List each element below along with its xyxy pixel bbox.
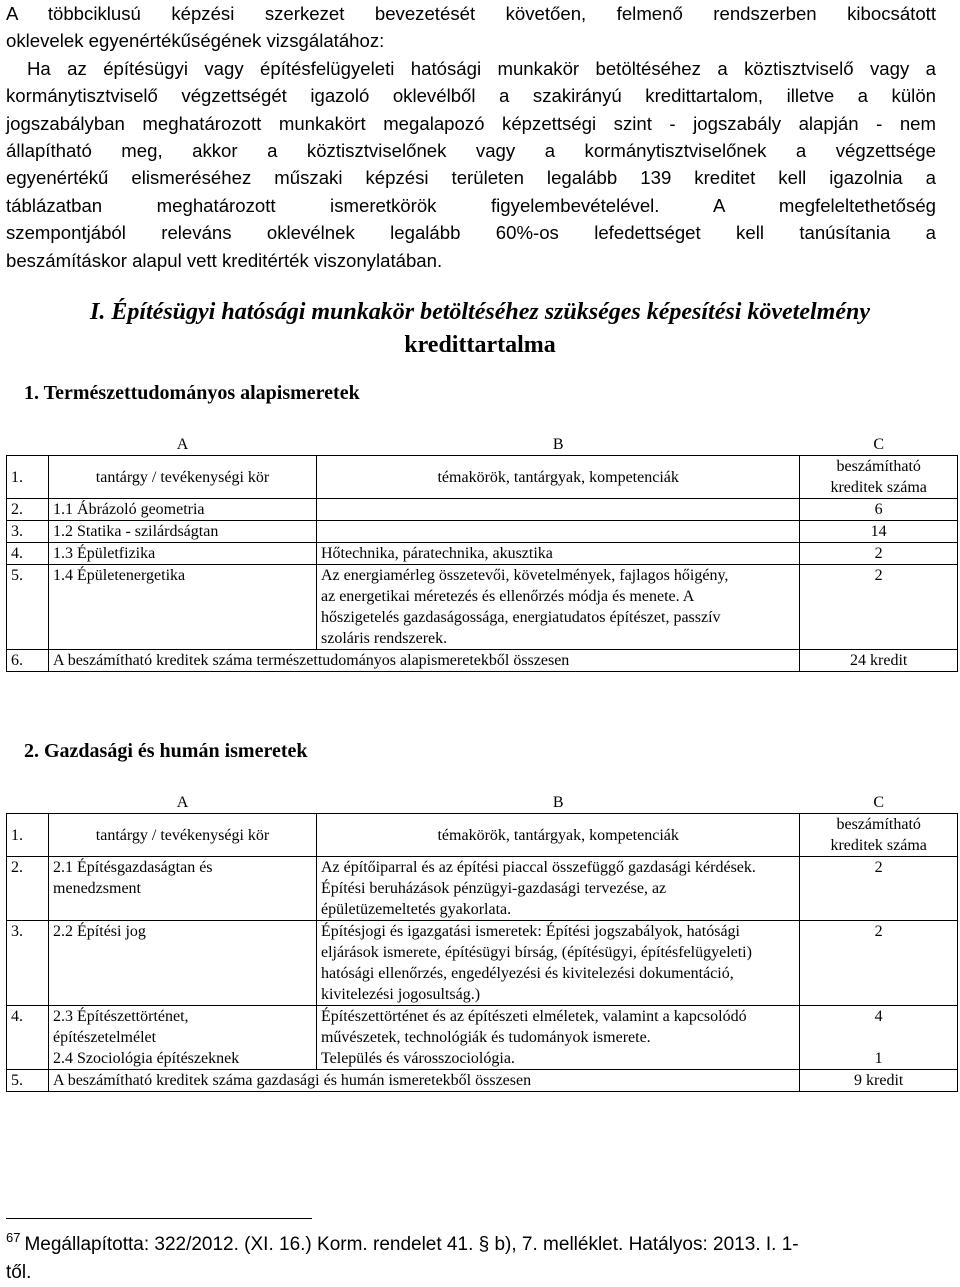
topics-cell: Az energiamérleg összetevői, követelmények, fajlagos hőigény, az energetikai méretezés és ellenőrzés módja és menete. A hőszigetelés gazdaságossága, energiatudatos építészet, passzív szoláris rendszerek. xyxy=(316,565,799,650)
intro-line: szempontjából releváns oklevélnek legalább 60%-os lefedettséget kell tanúsítania a xyxy=(6,222,936,244)
row-number: 1. xyxy=(7,456,49,499)
credits-cell xyxy=(800,1006,958,1070)
table-total-row xyxy=(7,1070,958,1092)
intro-line: állapítható meg, akkor a köztisztviselőnek vagy a kormánytisztviselőnek a végzettsége xyxy=(6,140,936,162)
table-economic-humanities xyxy=(6,792,958,1092)
footnote-text: Megállapította: 322/2012. (XI. 16.) Korm. rendelet 41. § b), 7. melléklet. Hatályos: 2013. I. 1- xyxy=(24,1234,799,1255)
row-number: 3. xyxy=(7,521,49,543)
topics-cell: Építésjogi és igazgatási ismeretek: Építési jogszabályok, hatósági eljárások ismerete, építésügyi bírság, (építésügyi, építésfelügyeleti) hatósági ellenőrzés, engedélyezési és kivitelezési dokumentáció, kivitelezési jogosultság.) xyxy=(316,921,799,1006)
table-header-row xyxy=(7,814,958,857)
table-row xyxy=(7,565,958,650)
header-cell-line: beszámítható xyxy=(836,816,921,833)
total-credits: 9 kredit xyxy=(800,1070,958,1092)
topics-cell xyxy=(316,521,799,543)
row-number: 2. xyxy=(7,499,49,521)
credits-cell: 6 xyxy=(800,499,958,521)
header-cell: témakörök, tantárgyak, kompetenciák xyxy=(316,814,799,857)
credits-cell: 2 xyxy=(800,857,958,921)
subject-line: 2.3 Építészettörténet, építészetelmélet xyxy=(53,1008,189,1046)
footnote xyxy=(6,1224,936,1287)
intro-text xyxy=(6,0,936,274)
intro-line: táblázatban meghatározott ismeretkörök figyelembevételével. A megfeleltethetőség xyxy=(6,194,936,216)
table-total-row xyxy=(7,650,958,672)
subject-cell: 2.2 Építési jog xyxy=(49,921,317,1006)
topics-cell: Az építőiparral és az építési piaccal összefüggő gazdasági kérdések. Építési beruházások pénzügyi-gazdasági tervezése, az épületüzemeltetés gyakorlata. xyxy=(316,857,799,921)
footnote-number: 67 xyxy=(6,1230,21,1245)
topics-line: Építészettörténet és az építészeti elméletek, valamint a kapcsolódó művészetek, technológiák és tudományok ismerete. xyxy=(320,1008,747,1046)
table-natural-sciences xyxy=(6,434,958,672)
col-letter: B xyxy=(552,436,564,453)
section-heading xyxy=(0,296,960,362)
table-letter-row xyxy=(7,792,958,814)
header-cell: témakörök, tantárgyak, kompetenciák xyxy=(316,456,799,499)
subject-line: 2.4 Szociológia építészeknek xyxy=(53,1050,240,1067)
footnote-separator xyxy=(6,1218,312,1219)
header-cell xyxy=(800,456,958,499)
subject-cell: 1.4 Épületenergetika xyxy=(49,565,317,650)
total-label: A beszámítható kreditek száma gazdasági és humán ismeretekből összesen xyxy=(49,1070,800,1092)
table-row xyxy=(7,521,958,543)
col-letter: A xyxy=(176,794,189,811)
intro-line: jogszabályban meghatározott munkakört megalapozó képzettségi szint - jogszabály alapján - nem xyxy=(6,112,936,134)
col-letter: A xyxy=(176,436,189,453)
row-number: 2. xyxy=(7,857,49,921)
header-cell-line: beszámítható xyxy=(836,458,921,475)
intro-line: beszámításkor alapul vett kreditérték viszonylatában. xyxy=(6,249,443,271)
footnote-text-cont: től. xyxy=(6,1262,32,1283)
table-row xyxy=(7,543,958,565)
subsection-title-1: 1. Természettudományos alapismeretek xyxy=(24,382,360,404)
topics-line: Település és városszociológia. xyxy=(320,1050,515,1067)
intro-line: oklevelek egyenértékűségének vizsgálatához: xyxy=(6,30,385,52)
subject-cell: 1.2 Statika - szilárdságtan xyxy=(49,521,317,543)
col-letter: C xyxy=(873,794,885,811)
row-number: 6. xyxy=(7,650,49,672)
topics-cell xyxy=(316,499,799,521)
row-number: 4. xyxy=(7,543,49,565)
intro-line: kormánytisztviselő végzettségét igazoló oklevélből a szakirányú kredittartalom, illetve a külön xyxy=(6,85,936,107)
credits-cell: 2 xyxy=(800,565,958,650)
topics-cell: Hőtechnika, páratechnika, akusztika xyxy=(316,543,799,565)
subject-cell: 2.1 Építésgazdaságtan és menedzsment xyxy=(49,857,317,921)
heading-line-1: I. Építésügyi hatósági munkakör betöltéséhez szükséges képesítési követelmény xyxy=(90,299,870,325)
subject-cell xyxy=(49,1006,317,1070)
row-number: 5. xyxy=(7,565,49,650)
header-cell xyxy=(800,814,958,857)
subsection-title-2: 2. Gazdasági és humán ismeretek xyxy=(24,740,308,762)
credits-cell: 2 xyxy=(800,921,958,1006)
subject-cell: 1.1 Ábrázoló geometria xyxy=(49,499,317,521)
table-letter-row xyxy=(7,434,958,456)
credits-cell: 14 xyxy=(800,521,958,543)
header-cell: tantárgy / tevékenységi kör xyxy=(49,814,317,857)
intro-line: A többciklusú képzési szerkezet bevezetését követően, felmenő rendszerben kibocsátott xyxy=(6,3,936,24)
credits-cell: 2 xyxy=(800,543,958,565)
col-letter: C xyxy=(873,436,885,453)
table-row xyxy=(7,499,958,521)
topics-cell xyxy=(316,1006,799,1070)
table-row xyxy=(7,857,958,921)
total-credits: 24 kredit xyxy=(800,650,958,672)
row-number: 1. xyxy=(7,814,49,857)
row-number: 3. xyxy=(7,921,49,1006)
header-cell-line: kreditek száma xyxy=(830,837,927,854)
subject-cell: 1.3 Épületfizika xyxy=(49,543,317,565)
table-row xyxy=(7,1006,958,1070)
table-row xyxy=(7,921,958,1006)
header-cell-line: kreditek száma xyxy=(830,479,927,496)
heading-line-2: kredittartalma xyxy=(404,332,556,358)
row-number: 4. xyxy=(7,1006,49,1070)
intro-line: egyenértékű elismeréséhez műszaki képzési területen legalább 139 kreditet kell igazolnia a xyxy=(6,167,936,189)
header-cell: tantárgy / tevékenységi kör xyxy=(49,456,317,499)
col-letter: B xyxy=(552,794,564,811)
row-number: 5. xyxy=(7,1070,49,1092)
intro-line: Ha az építésügyi vagy építésfelügyeleti hatósági munkakör betöltéséhez a köztisztviselő vagy a xyxy=(27,57,936,79)
credits-line: 4 xyxy=(874,1008,883,1025)
credits-line: 1 xyxy=(874,1050,883,1067)
table-header-row xyxy=(7,456,958,499)
total-label: A beszámítható kreditek száma természettudományos alapismeretekből összesen xyxy=(49,650,800,672)
